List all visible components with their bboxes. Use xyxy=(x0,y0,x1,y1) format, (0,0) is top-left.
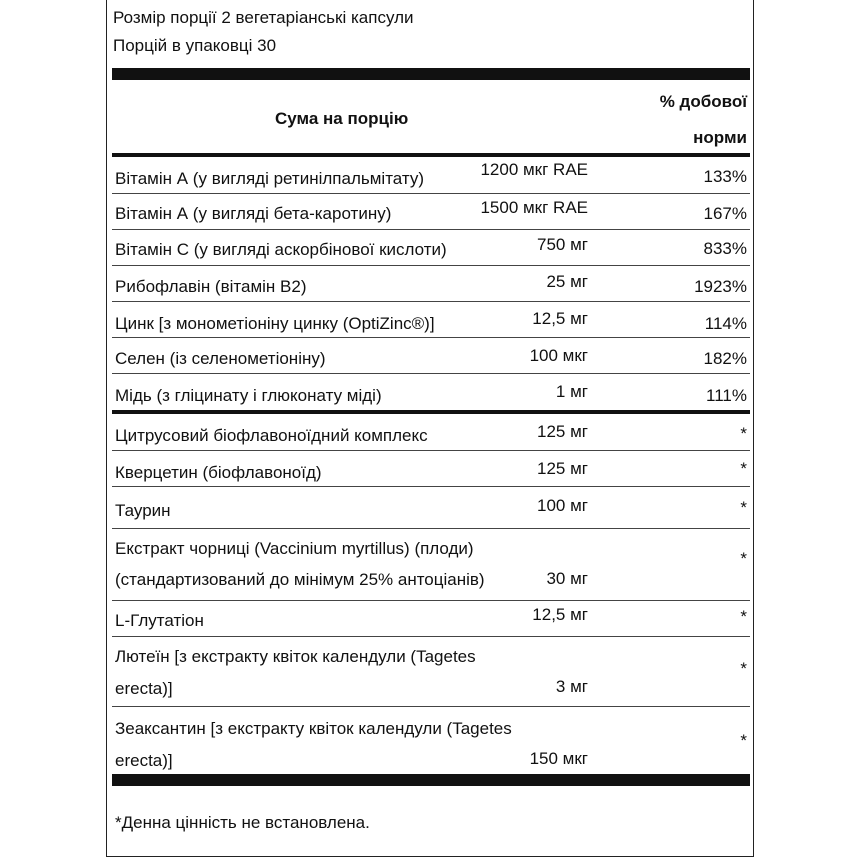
nutrient-name: Цитрусовий біофлавоноїдний комплекс xyxy=(115,426,428,445)
nutrient-daily-value: 167% xyxy=(703,204,747,223)
nutrient-name: Вітамін А (у вигляді ретинілпальмітату) xyxy=(115,169,425,188)
nutrient-daily-value: 111% xyxy=(706,386,747,405)
nutrient-daily-value: 833% xyxy=(703,239,747,258)
nutrient-amount: 150 мкг xyxy=(529,749,588,768)
nutrient-row xyxy=(112,265,750,301)
nutrient-daily-value: 1923% xyxy=(694,277,747,296)
amount-per-serving-header: Сума на порцію xyxy=(275,109,409,128)
nutrient-amount: 125 мг xyxy=(537,422,588,441)
nutrient-daily-value: * xyxy=(740,424,747,443)
footnote: *Денна цінність не встановлена. xyxy=(115,813,370,832)
nutrient-name: Вітамін С (у вигляді аскорбінової кислоти) xyxy=(115,240,447,259)
nutrient-name: Рибофлавін (вітамін В2) xyxy=(115,277,307,296)
serving-size: Розмір порції 2 вегетаріанські капсули xyxy=(113,8,414,27)
thick-divider-bottom xyxy=(112,774,750,786)
thick-divider-top xyxy=(112,68,750,80)
nutrient-daily-value: 114% xyxy=(704,314,747,333)
nutrient-amount: 1200 мкг RAE xyxy=(480,160,588,179)
nutrient-amount: 30 мг xyxy=(546,569,588,588)
nutrient-name: Вітамін А (у вигляді бета-каротину) xyxy=(115,204,392,223)
nutrient-row xyxy=(112,337,750,373)
nutrient-row xyxy=(112,450,750,486)
nutrient-amount: 100 мг xyxy=(537,496,588,515)
nutrient-amount: 125 мг xyxy=(537,459,588,478)
nutrient-amount: 12,5 мг xyxy=(532,605,588,624)
nutrient-name: Зеаксантин [з екстракту квіток календули (Tagetes xyxy=(115,719,512,738)
nutrient-name: Цинк [з монометіоніну цинку (OptiZinc®)] xyxy=(115,314,435,333)
nutrient-daily-value: 133% xyxy=(703,167,747,186)
nutrient-amount: 25 мг xyxy=(546,272,588,291)
nutrient-row xyxy=(112,706,750,774)
nutrient-name: Мідь (з гліцинату і глюконату міді) xyxy=(115,386,382,405)
nutrient-name: Таурин xyxy=(115,501,171,520)
nutrient-row xyxy=(112,229,750,265)
daily-value-header-line2: норми xyxy=(693,128,747,147)
nutrient-name: Кверцетин (біофлавоноїд) xyxy=(115,463,322,482)
servings-per-container: Порцій в упаковці 30 xyxy=(113,36,277,55)
nutrient-name: L-Глутатіон xyxy=(115,611,204,630)
nutrient-row xyxy=(112,193,750,229)
nutrient-row xyxy=(112,373,750,410)
nutrient-daily-value: * xyxy=(740,731,747,750)
nutrient-amount: 100 мкг xyxy=(529,346,588,365)
nutrient-row xyxy=(112,636,750,706)
nutrient-row xyxy=(112,486,750,528)
nutrient-row xyxy=(112,528,750,600)
nutrient-amount: 12,5 мг xyxy=(532,309,588,328)
daily-value-header-line1: % добової xyxy=(659,92,747,111)
nutrient-daily-value: * xyxy=(740,498,747,517)
nutrient-daily-value: * xyxy=(740,459,747,478)
nutrient-name-line2: erecta)] xyxy=(115,679,173,698)
nutrient-name: Селен (із селенометіоніну) xyxy=(115,349,326,368)
nutrient-name: Екстракт чорниці (Vaccinium myrtillus) (плоди) xyxy=(115,539,474,558)
nutrient-row xyxy=(112,301,750,337)
nutrient-name-line2: (стандартизований до мінімум 25% антоціанів) xyxy=(115,570,485,589)
nutrient-daily-value: * xyxy=(740,549,747,568)
nutrient-name: Лютеїн [з екстракту квіток календули (Tagetes xyxy=(115,647,476,666)
nutrient-daily-value: 182% xyxy=(703,349,747,368)
nutrient-daily-value: * xyxy=(740,659,747,678)
nutrient-amount: 1 мг xyxy=(555,382,588,401)
nutrient-amount: 3 мг xyxy=(555,677,588,696)
nutrient-row xyxy=(112,600,750,636)
nutrient-amount: 750 мг xyxy=(537,235,588,254)
supplement-facts-panel xyxy=(106,0,754,857)
nutrient-row xyxy=(112,414,750,450)
nutrient-amount: 1500 мкг RAE xyxy=(480,198,588,217)
nutrient-name-line2: erecta)] xyxy=(115,751,173,770)
nutrient-row xyxy=(112,157,750,193)
nutrient-daily-value: * xyxy=(740,607,747,626)
